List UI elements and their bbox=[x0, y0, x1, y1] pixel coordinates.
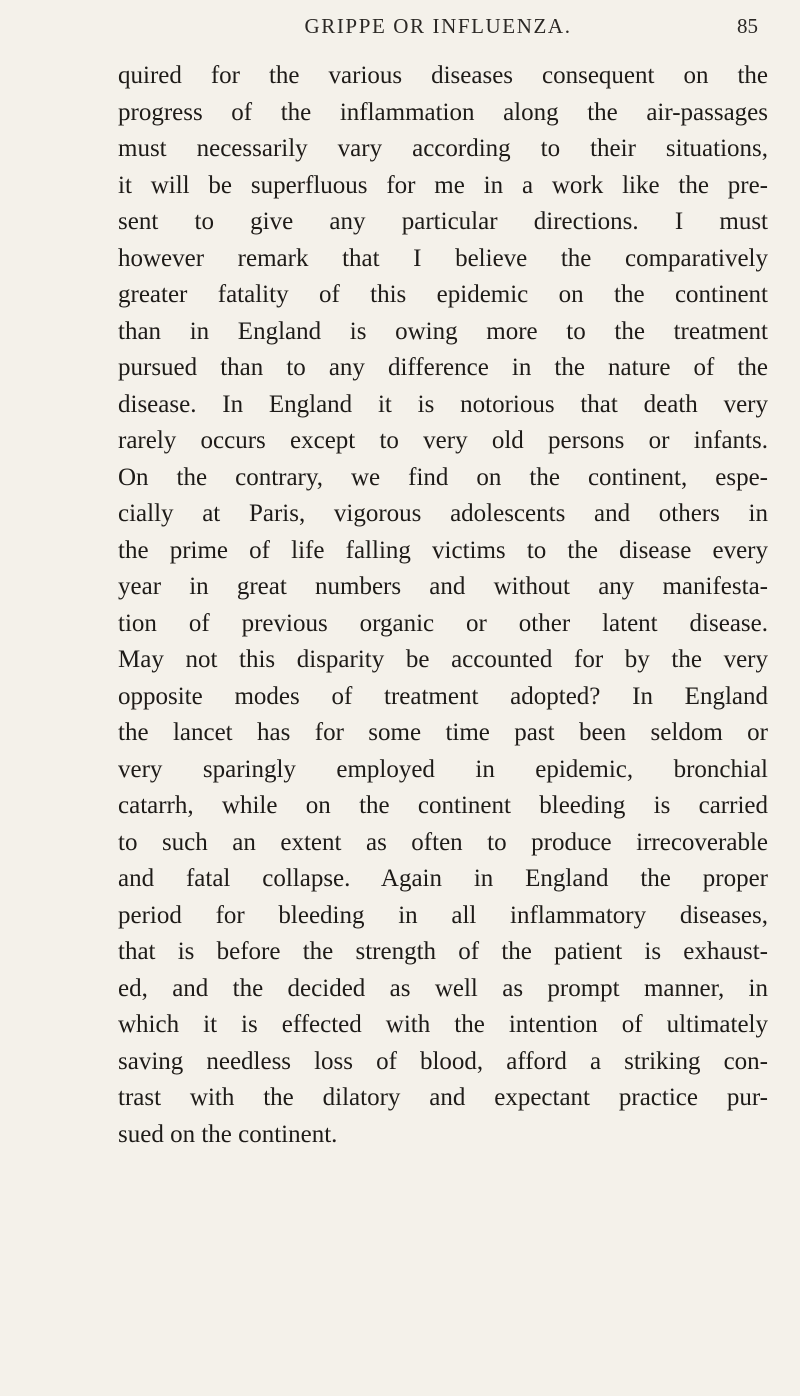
text-line: and fatal collapse. Again in England the proper bbox=[118, 865, 768, 892]
text-line: sent to give any particular directions. I must bbox=[118, 208, 768, 235]
text-line: cially at Paris, vigorous adolescents and others in bbox=[118, 500, 768, 527]
text-line: greater fatality of this epidemic on the continent bbox=[118, 281, 768, 308]
text-line: quired for the various diseases consequent on the bbox=[118, 62, 768, 89]
text-line: opposite modes of treatment adopted? In England bbox=[118, 682, 768, 710]
text-line: however remark that I believe the comparatively bbox=[118, 244, 768, 272]
text-line: On the contrary, we find on the continent, espe- bbox=[118, 463, 768, 491]
text-line: disease. In England it is notorious that death very bbox=[118, 390, 768, 418]
text-line: which it is effected with the intention of ultimately bbox=[118, 1011, 768, 1038]
text-line: must necessarily vary according to their situations, bbox=[118, 135, 768, 162]
text-line: pursued than to any difference in the nature of the bbox=[118, 354, 768, 381]
text-line: period for bleeding in all inflammatory diseases, bbox=[118, 901, 768, 929]
text-line: to such an extent as often to produce irrecoverable bbox=[118, 828, 768, 856]
text-line: than in England is owing more to the treatment bbox=[118, 317, 768, 345]
text-line: the lancet has for some time past been seldom or bbox=[118, 719, 768, 746]
text-line: May not this disparity be accounted for by the very bbox=[118, 646, 768, 673]
text-line: trast with the dilatory and expectant practice pur- bbox=[118, 1084, 768, 1111]
text-line: catarrh, while on the continent bleeding is carried bbox=[118, 792, 768, 819]
text-line: rarely occurs except to very old persons or infants. bbox=[118, 427, 768, 454]
running-head bbox=[118, 8, 758, 48]
text-line: year in great numbers and without any manifesta- bbox=[118, 573, 768, 600]
body-paragraph bbox=[118, 58, 768, 1153]
running-title: GRIPPE OR INFLUENZA. bbox=[304, 14, 572, 38]
text-line: saving needless loss of blood, afford a striking con- bbox=[118, 1047, 768, 1075]
text-line: the prime of life falling victims to the disease every bbox=[118, 536, 768, 564]
page-number: 85 bbox=[737, 14, 758, 38]
text-line: ed, and the decided as well as prompt manner, in bbox=[118, 974, 768, 1002]
text-line-last: sued on the continent. bbox=[118, 1120, 338, 1148]
text-line: progress of the inflammation along the air-passages bbox=[118, 98, 768, 126]
text-line: that is before the strength of the patient is exhaust- bbox=[118, 938, 768, 965]
text-line: it will be superfluous for me in a work like the pre- bbox=[118, 171, 768, 199]
text-line: tion of previous organic or other latent disease. bbox=[118, 609, 768, 637]
text-line: very sparingly employed in epidemic, bronchial bbox=[118, 755, 768, 783]
